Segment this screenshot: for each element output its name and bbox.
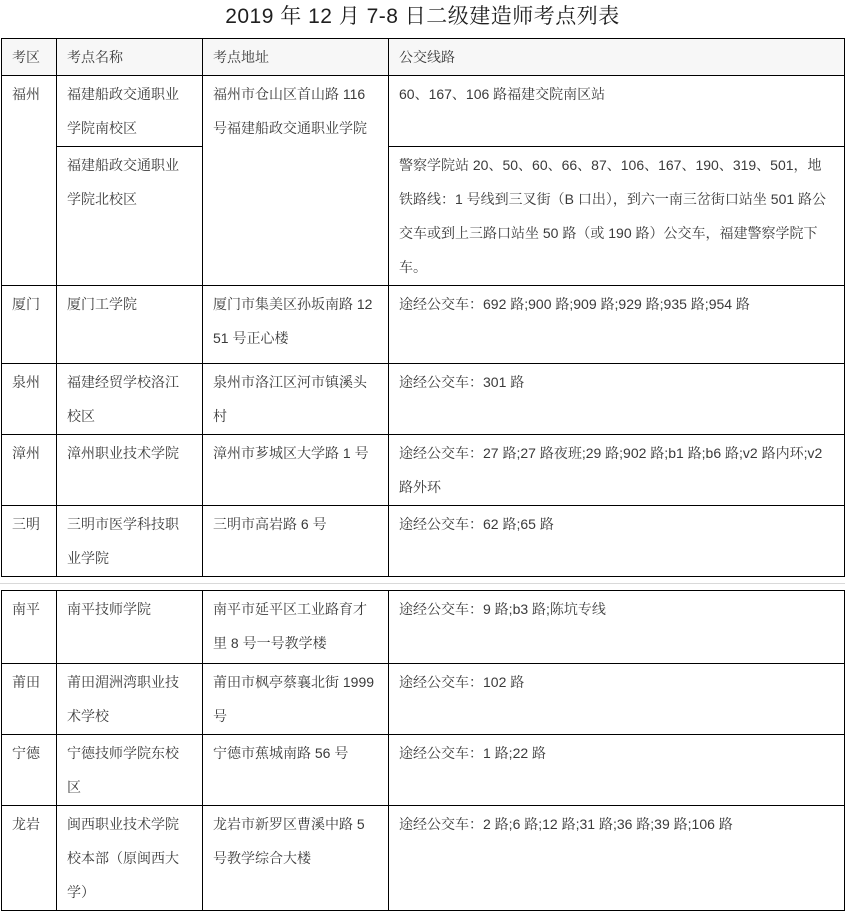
table-cell: 福州市仓山区首山路 116 号福建船政交通职业学院: [203, 76, 389, 286]
table-cell: 厦门市集美区孙坂南路 1251 号正心楼: [203, 286, 389, 364]
table-cell: 南平: [2, 591, 57, 664]
table-cell: 途经公交车：2 路;6 路;12 路;31 路;36 路;39 路;106 路: [389, 806, 845, 911]
table-row: [2, 506, 845, 577]
table-cell: 福建船政交通职业学院南校区: [57, 76, 203, 147]
table-row: [2, 76, 845, 147]
table-row: [2, 286, 845, 364]
table-cell: 警察学院站 20、50、60、66、87、106、167、190、319、501，地铁路线：1 号线到三叉街（B 口出），到六一南三岔街口站坐 501 路公交车或到上三路口站坐 50 路（或 190 路）公交车，福建警察学院下车。: [389, 147, 845, 286]
table-cell: 龙岩市新罗区曹溪中路 5 号教学综合大楼: [203, 806, 389, 911]
table-cell: 三明市医学科技职业学院: [57, 506, 203, 577]
column-header: 考点名称: [57, 39, 203, 76]
table-cell: 泉州市洛江区河市镇溪头村: [203, 364, 389, 435]
document-page: [0, 3, 845, 911]
table-cell: 宁德技师学院东校区: [57, 735, 203, 806]
table-cell: 途经公交车：301 路: [389, 364, 845, 435]
table-cell: 途经公交车：62 路;65 路: [389, 506, 845, 577]
table-cell: 三明: [2, 506, 57, 577]
exam-sites-table-2: [1, 590, 845, 911]
table-cell: 途经公交车：692 路;900 路;909 路;929 路;935 路;954 路: [389, 286, 845, 364]
table-cell: 南平市延平区工业路育才里 8 号一号教学楼: [203, 591, 389, 664]
table-cell: 莆田湄洲湾职业技术学校: [57, 664, 203, 735]
table-row: [2, 591, 845, 664]
table-cell: 龙岩: [2, 806, 57, 911]
table-cell: 厦门工学院: [57, 286, 203, 364]
table-cell: 泉州: [2, 364, 57, 435]
table-cell: 途经公交车：27 路;27 路夜班;29 路;902 路;b1 路;b6 路;v2 路内环;v2 路外环: [389, 435, 845, 506]
table-row: [2, 147, 845, 286]
table-cell: 漳州市芗城区大学路 1 号: [203, 435, 389, 506]
exam-site-tables: [0, 38, 845, 911]
table-cell: 莆田市枫亭蔡襄北街 1999 号: [203, 664, 389, 735]
column-header: 考点地址: [203, 39, 389, 76]
table-row: [2, 664, 845, 735]
table-cell: 厦门: [2, 286, 57, 364]
table-cell: 途经公交车：102 路: [389, 664, 845, 735]
page-title: 2019 年 12 月 7-8 日二级建造师考点列表: [225, 5, 620, 28]
table-cell: 福建船政交通职业学院北校区: [57, 147, 203, 286]
exam-sites-table-1: [1, 38, 845, 577]
table-cell: 漳州职业技术学院: [57, 435, 203, 506]
table-cell: 莆田: [2, 664, 57, 735]
table-cell: 途经公交车：1 路;22 路: [389, 735, 845, 806]
table-page-break: [0, 577, 845, 590]
table-cell: 宁德: [2, 735, 57, 806]
header-row: [2, 39, 845, 76]
table-cell: 宁德市蕉城南路 56 号: [203, 735, 389, 806]
table-cell: 60、167、106 路福建交院南区站: [389, 76, 845, 147]
column-header: 公交线路: [389, 39, 845, 76]
table-cell: 南平技师学院: [57, 591, 203, 664]
table-row: [2, 735, 845, 806]
table-row: [2, 364, 845, 435]
table-cell: 福州: [2, 76, 57, 286]
table-cell: 漳州: [2, 435, 57, 506]
table-cell: 福建经贸学校洛江校区: [57, 364, 203, 435]
table-cell: 途经公交车：9 路;b3 路;陈坑专线: [389, 591, 845, 664]
table-cell: 三明市高岩路 6 号: [203, 506, 389, 577]
table-row: [2, 806, 845, 911]
column-header: 考区: [2, 39, 57, 76]
table-row: [2, 435, 845, 506]
table-cell: 闽西职业技术学院校本部（原闽西大学）: [57, 806, 203, 911]
